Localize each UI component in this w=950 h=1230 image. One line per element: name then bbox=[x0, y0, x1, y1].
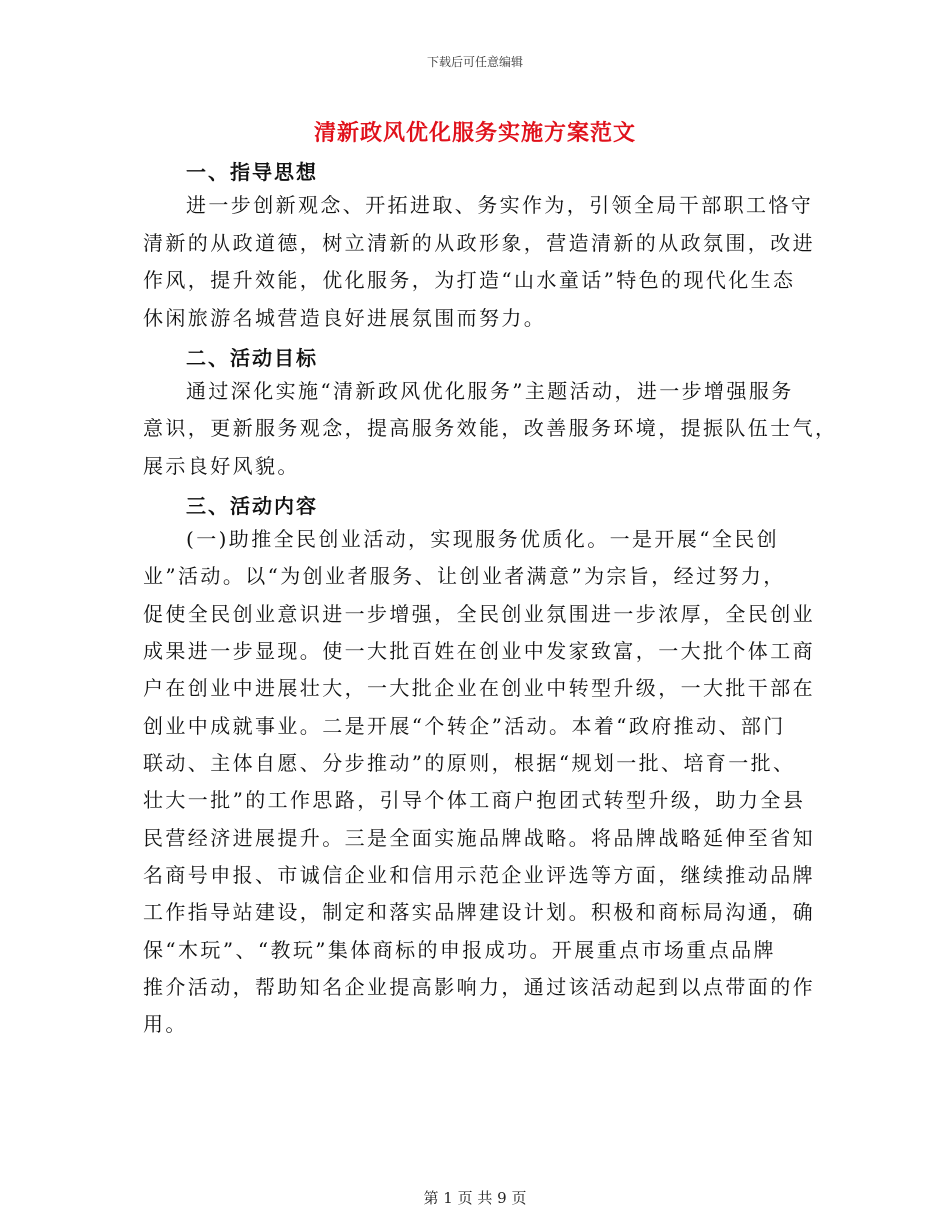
section-heading-activity-goals: 二、活动目标 bbox=[186, 346, 318, 370]
paragraph-line: 清新的从政道德，树立清新的从政形象，营造清新的从政氛围，改进 bbox=[143, 231, 815, 255]
paragraph-line: 创业中成就事业。二是开展“个转企”活动。本着“政府推动、部门 bbox=[143, 714, 786, 738]
page-footer: 第 1 页 共 9 页 bbox=[423, 1189, 527, 1207]
paragraph-line: 意识，更新服务观念，提高服务效能，改善服务环境，提振队伍士气， bbox=[143, 416, 838, 440]
paragraph-line: 推介活动，帮助知名企业提高影响力，通过该活动起到以点带面的作 bbox=[143, 975, 815, 999]
header-note: 下载后可任意编辑 bbox=[426, 55, 523, 69]
paragraph-line: 户在创业中进展壮大，一大批企业在创业中转型升级，一大批干部在 bbox=[143, 676, 815, 700]
document-title: 清新政风优化服务实施方案范文 bbox=[313, 120, 636, 146]
paragraph-line: 工作指导站建设，制定和落实品牌建设计划。积极和商标局沟通，确 bbox=[143, 900, 815, 924]
paragraph-line: 壮大一批”的工作思路，引导个体工商户抱团式转型升级，助力全县 bbox=[143, 788, 806, 812]
paragraph-line: 民营经济进展提升。三是全面实施品牌战略。将品牌战略延伸至省知 bbox=[143, 826, 815, 850]
paragraph-line: 促使全民创业意识进一步增强，全民创业氛围进一步浓厚，全民创业 bbox=[143, 602, 815, 626]
paragraph-line: 用。 bbox=[143, 1012, 188, 1036]
paragraph-line: 休闲旅游名城营造良好进展氛围而努力。 bbox=[143, 306, 547, 330]
section-heading-guiding-ideology: 一、指导思想 bbox=[186, 160, 318, 184]
paragraph-line: 进一步创新观念、开拓进取、务实作为，引领全局干部职工恪守 bbox=[186, 193, 814, 217]
paragraph-line: 联动、主体自愿、分步推动”的原则，根据“规划一批、培育一批、 bbox=[143, 751, 796, 775]
section-heading-activity-content: 三、活动内容 bbox=[186, 494, 318, 518]
paragraph-line: 名商号申报、市诚信企业和信用示范企业评选等方面，继续推动品牌 bbox=[143, 863, 815, 887]
paragraph-line: 保“木玩”、“教玩”集体商标的申报成功。开展重点市场重点品牌 bbox=[143, 938, 776, 962]
paragraph-line: 成果进一步显现。使一大批百姓在创业中发家致富，一大批个体工商 bbox=[143, 639, 815, 663]
paragraph-line: 展示良好风貌。 bbox=[143, 454, 300, 478]
paragraph-line: 作风，提升效能，优化服务，为打造“山水童话”特色的现代化生态 bbox=[143, 268, 796, 292]
paragraph-line: 业”活动。以“为创业者服务、让创业者满意”为宗旨，经过努力， bbox=[143, 564, 786, 588]
paragraph-line: 通过深化实施“清新政风优化服务”主题活动，进一步增强服务 bbox=[186, 379, 794, 403]
paragraph-line: (一)助推全民创业活动，实现服务优质化。一是开展“全民创 bbox=[186, 527, 780, 551]
